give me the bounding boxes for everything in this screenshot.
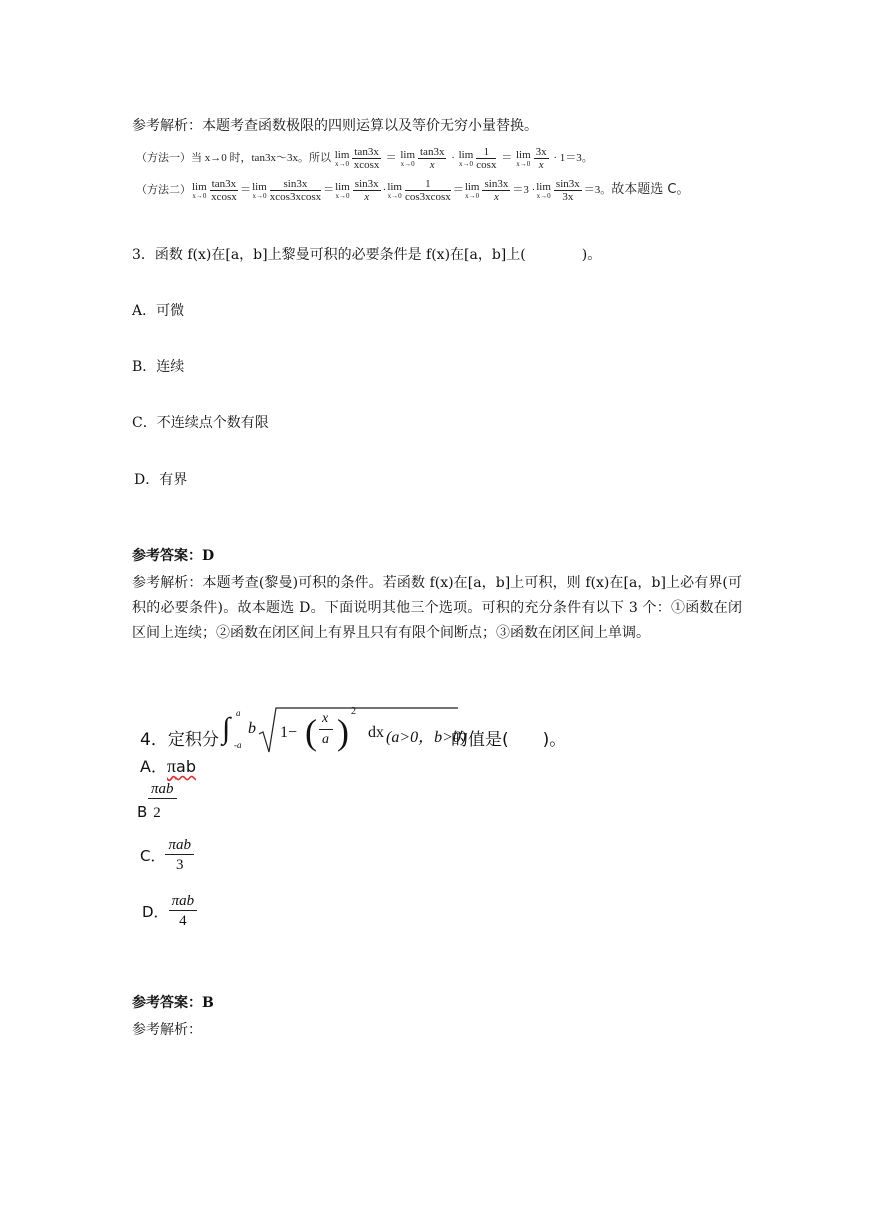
method1-frac-1: $\frac{\tan 3x}{xcosx}$ (353, 146, 380, 171)
paren-right: ) (337, 712, 349, 752)
method2-frac-4: $\frac{1}{\cos 3xcosx}$ (404, 178, 451, 203)
method1-frac-4: $\frac{3x}{x}$ (535, 146, 547, 171)
q3-option-c: C．不连续点个数有限 (132, 415, 269, 431)
method2-conclusion: 故本题选 C。 (611, 182, 690, 198)
q3-stem: 3．函数 f(x)在[a，b]上黎曼可积的必要条件是 f(x)在[a，b]上( )。 (132, 247, 602, 263)
method2-mid: ＝3 · (512, 184, 536, 197)
method2-lim-5: lim x→0 (464, 180, 480, 200)
method2-frac-2: $\frac{\sin 3x}{xcos3xcosx}$ (269, 178, 322, 203)
method1-lim-4: lim x→0 (515, 148, 531, 168)
integral-lower: -a (234, 740, 242, 750)
method2-frac-5: $\frac{\sin 3x}{x}$ (484, 178, 509, 203)
frac-den-a: a (322, 732, 329, 747)
frac-bar (319, 729, 333, 730)
method1-prefix: （方法一）当 x→0 时，tan3x～3x。所以 (136, 152, 331, 165)
q4-option-b-fraction: πab (148, 780, 177, 819)
integral-upper: a (236, 708, 241, 718)
method1-tail: · 1＝3。 (553, 152, 593, 165)
method1-lim-2: lim x→0 (400, 148, 415, 168)
method1-lim-3: lim x→0 (458, 148, 474, 168)
q4-prefix: 4．定积分 (140, 730, 219, 750)
power-two: 2 (351, 706, 356, 717)
method2-lim-1: lim x→0 (192, 180, 207, 200)
q4-option-c: C． $\frac{\text{πab}}{3}$ (140, 836, 194, 875)
q4-option-d: D． $\frac{\text{πab}}{4}$ (142, 892, 197, 931)
q4-condition: (a>0，b>0) (386, 729, 467, 746)
q3-option-d: D．有界 (134, 472, 188, 488)
method2-lim-6: lim x→0 (536, 180, 551, 200)
method2-frac-3: $\frac{\sin 3x}{x}$ (354, 178, 379, 203)
method2-lim-3: lim x→0 (335, 180, 350, 200)
q4-answer-label: 参考答案：B (132, 995, 214, 1011)
q3-option-a: A．可微 (132, 303, 185, 319)
q3-answer-label: 参考答案：D (132, 548, 215, 564)
method1-frac-3: $\frac{1}{\cos x}$ (476, 146, 497, 171)
method2-formula: （方法二）lim x→0 $\frac{\tan 3x}{xcosx}$ ＝lim x→0 $\frac{\sin 3x}{xcos3xcosx}$ ＝lim x→0 $\frac{\sin 3x}{x}$ ·lim x→0 $\frac{1}{\cos 3xcosx}$ ＝lim x→0 $\frac{\sin 3x}{x}$ ＝3 ·lim x→0 $\frac{\sin 3x}{3x}$ ＝3。故本题选 C。 (136, 178, 690, 203)
analysis-prev-text: 参考解析：本题考查函数极限的四则运算以及等价无穷小量替换。 (132, 118, 538, 134)
sqrt-one-minus: 1− (280, 724, 298, 741)
q4-option-a: A．πab (140, 756, 197, 776)
method2-end: ＝3。 (583, 184, 612, 197)
paren-left: ( (305, 712, 317, 752)
q4-analysis: 参考解析： (132, 1022, 202, 1038)
integrand-b: b (248, 720, 256, 737)
method2-frac-1: $\frac{\tan 3x}{xcosx}$ (211, 178, 237, 203)
method2-lim-4: lim x→0 (387, 180, 402, 200)
method2-frac-6: $\frac{\sin 3x}{3x}$ (555, 178, 580, 203)
method1-formula: （方法一）当 x→0 时，tan3x～3x。所以 lim x→0 $\frac{\tan 3x}{xcosx}$ ＝ lim x→0 $\frac{\tan 3x}{x}$ · lim x→0 $\frac{1}{\cos x}$ ＝ lim x→0 $\frac{3x}{x}$ · 1＝3。 (136, 146, 593, 171)
method1-frac-2: $\frac{\tan 3x}{x}$ (420, 146, 445, 171)
q4-suffix: 的值是( )。 (451, 730, 567, 750)
dx: dx (368, 724, 384, 741)
method2-prefix: （方法二） (136, 184, 191, 197)
method1-lim-1: lim x→0 (334, 148, 350, 168)
q4-option-b: B 2 (137, 803, 161, 821)
integral-sign: ∫ (222, 712, 231, 745)
q3-analysis: 参考解析：本题考查(黎曼)可积的条件。若函数 f(x)在[a，b]上可积，则 f(x)在[a，b]上必有界(可积的必要条件)。故本题选 D。下面说明其他三个选项。可积的充分条件有以下 3 个：①函数在闭区间上连续；②函数在闭区间上有界且只有有限个间断点；③函数在闭区间上单调。 (132, 575, 742, 641)
q3-option-b: B．连续 (132, 359, 185, 375)
method2-lim-2: lim x→0 (252, 180, 267, 200)
frac-num-x: x (322, 711, 329, 726)
